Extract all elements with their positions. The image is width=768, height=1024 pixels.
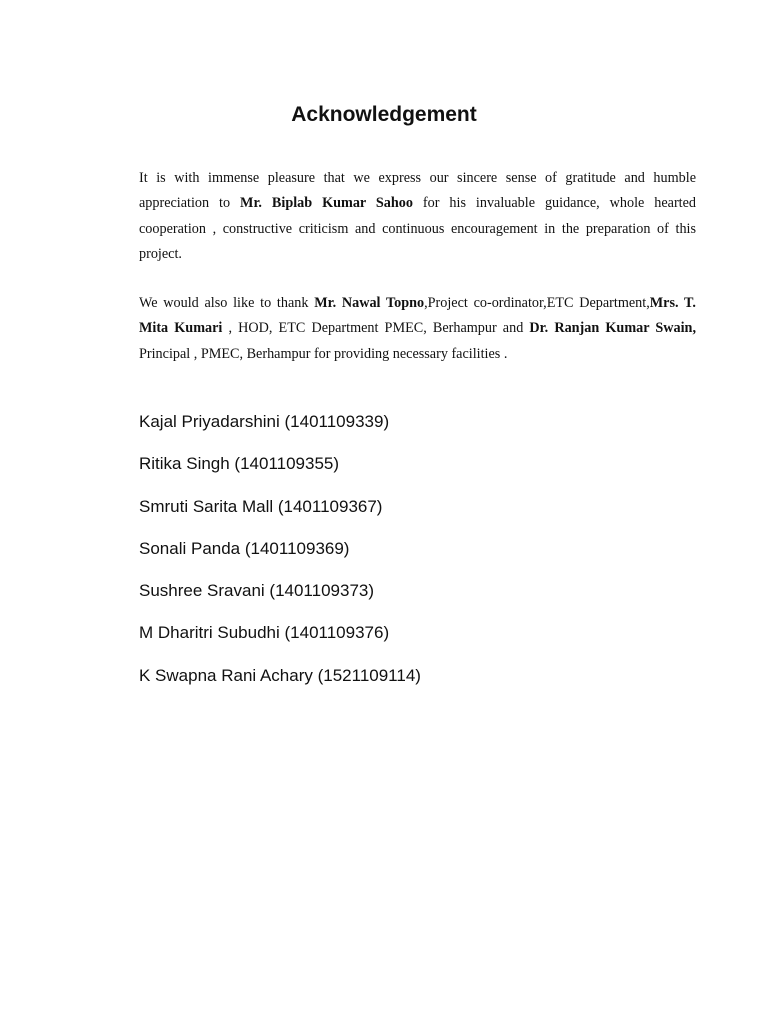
thanks-paragraph [139, 291, 696, 367]
page-title: Acknowledgement [291, 103, 477, 126]
paragraph-text: for his invaluable guidance, whole hearted cooperation , constructive criticism and continuous encouragement in the preparation of this project. [139, 195, 697, 262]
team-member: K Swapna Rani Achary (1521109114) [139, 665, 421, 685]
paragraph-text: , HOD, ETC Department PMEC, Berhampur and [222, 320, 530, 337]
guide-name: Mr. Biplab Kumar Sahoo [240, 195, 413, 212]
paragraph-text: Principal , PMEC, Berhampur for providing necessary facilities . [139, 345, 508, 362]
coordinator-name: Mr. Nawal Topno [314, 295, 425, 311]
team-member: M Dharitri Subudhi (1401109376) [139, 623, 390, 643]
team-member: Sushree Sravani (1401109373) [139, 581, 375, 601]
hod-name: Mrs. T. Mita Kumari [139, 295, 696, 337]
team-member: Ritika Singh (1401109355) [139, 454, 340, 474]
principal-name: Dr. Ranjan Kumar Swain, [529, 320, 696, 337]
gratitude-paragraph [139, 166, 696, 267]
team-member: Sonali Panda (1401109369) [139, 538, 350, 558]
paragraph-text: ,Project co-ordinator,ETC Department, [424, 295, 650, 311]
team-member: Smruti Sarita Mall (1401109367) [139, 496, 383, 516]
paragraph-text: We would also like to thank [139, 295, 315, 311]
team-members-list [139, 407, 421, 703]
team-member: Kajal Priyadarshini (1401109339) [139, 412, 390, 431]
paragraph-text: It is with immense pleasure that we express our sincere sense of gratitude and humble appreciation to [139, 170, 696, 212]
